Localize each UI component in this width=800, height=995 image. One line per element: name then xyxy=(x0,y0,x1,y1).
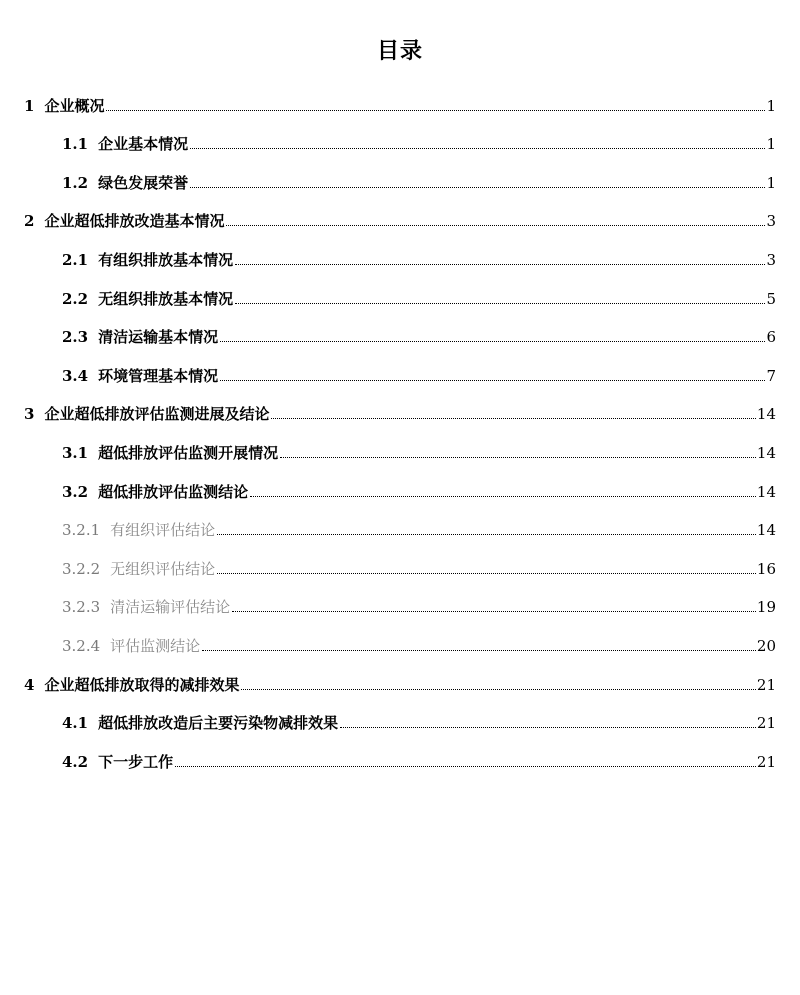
toc-entry-number: 2.3 xyxy=(62,328,89,347)
toc-entry-page: 7 xyxy=(766,366,776,385)
toc-entry[interactable] xyxy=(0,391,800,430)
toc-entry-text: 企业基本情况 xyxy=(98,135,189,154)
toc-entry-page: 3 xyxy=(766,250,776,269)
toc-entry[interactable] xyxy=(0,584,800,623)
toc-entry-number: 4.2 xyxy=(62,752,89,771)
toc-dot-leader xyxy=(220,341,765,342)
toc-entry-page: 6 xyxy=(766,328,776,347)
toc-entry[interactable] xyxy=(0,121,800,160)
toc-entry-text: 环境管理基本情况 xyxy=(98,366,219,385)
toc-entry-page: 1 xyxy=(766,173,776,192)
toc-entry-text: 绿色发展荣誉 xyxy=(98,173,189,192)
toc-entry-page: 5 xyxy=(766,289,776,308)
toc-entry[interactable] xyxy=(0,236,800,275)
toc-entry-text: 无组织排放基本情况 xyxy=(98,289,234,308)
toc-entry-page: 3 xyxy=(766,212,776,231)
toc-dot-leader xyxy=(280,457,756,458)
toc-entry-text: 有组织排放基本情况 xyxy=(98,250,234,269)
table-of-contents xyxy=(0,82,800,777)
toc-entry-page: 19 xyxy=(756,598,776,617)
toc-entry-text: 企业超低排放改造基本情况 xyxy=(44,212,225,231)
toc-entry-number: 4.1 xyxy=(62,714,89,733)
toc-entry[interactable] xyxy=(0,429,800,468)
toc-entry-text: 超低排放改造后主要污染物减排效果 xyxy=(98,714,339,733)
toc-entry-page: 14 xyxy=(756,405,776,424)
toc-entry-number: 4 xyxy=(24,675,35,694)
toc-entry-text: 无组织评估结论 xyxy=(110,559,216,578)
toc-entry-text: 清洁运输基本情况 xyxy=(98,328,219,347)
toc-entry[interactable] xyxy=(0,661,800,700)
toc-entry-text: 下一步工作 xyxy=(98,752,174,771)
toc-entry-number: 3 xyxy=(24,405,35,424)
toc-entry-number: 3.2.2 xyxy=(62,559,101,578)
toc-entry[interactable] xyxy=(0,314,800,353)
toc-entry-text: 超低排放评估监测开展情况 xyxy=(98,443,279,462)
toc-entry[interactable] xyxy=(0,622,800,661)
toc-entry-number: 1.1 xyxy=(62,135,89,154)
toc-dot-leader xyxy=(202,650,756,651)
toc-entry-number: 3.2.1 xyxy=(62,521,101,540)
toc-entry-page: 20 xyxy=(756,636,776,655)
toc-entry[interactable] xyxy=(0,198,800,237)
toc-entry-page: 1 xyxy=(766,135,776,154)
toc-entry-text: 企业概况 xyxy=(44,96,105,115)
toc-entry-number: 3.4 xyxy=(62,366,89,385)
toc-entry-number: 3.2.4 xyxy=(62,636,101,655)
toc-dot-leader xyxy=(340,727,756,728)
toc-entry-text: 清洁运输评估结论 xyxy=(110,598,231,617)
toc-entry[interactable] xyxy=(0,352,800,391)
toc-entry[interactable] xyxy=(0,468,800,507)
toc-entry-number: 2 xyxy=(24,212,35,231)
toc-dot-leader xyxy=(217,534,756,535)
toc-entry-page: 14 xyxy=(756,521,776,540)
toc-entry-page: 21 xyxy=(756,675,776,694)
toc-dot-leader xyxy=(175,766,756,767)
toc-dot-leader xyxy=(235,303,765,304)
toc-entry-number: 3.2.3 xyxy=(62,598,101,617)
toc-entry-text: 评估监测结论 xyxy=(110,636,201,655)
toc-entry-number: 3.1 xyxy=(62,443,89,462)
toc-dot-leader xyxy=(235,264,765,265)
page-title: 目录 xyxy=(376,38,423,64)
toc-dot-leader xyxy=(226,225,765,226)
toc-entry-page: 14 xyxy=(756,443,776,462)
toc-entry-page: 21 xyxy=(756,752,776,771)
toc-entry[interactable] xyxy=(0,507,800,546)
toc-entry[interactable] xyxy=(0,275,800,314)
toc-entry[interactable] xyxy=(0,738,800,777)
toc-entry-page: 16 xyxy=(756,559,776,578)
toc-dot-leader xyxy=(217,573,756,574)
toc-entry-text: 企业超低排放取得的减排效果 xyxy=(44,675,240,694)
toc-entry[interactable] xyxy=(0,545,800,584)
toc-dot-leader xyxy=(190,148,765,149)
toc-entry[interactable] xyxy=(0,159,800,198)
toc-entry-page: 21 xyxy=(756,714,776,733)
toc-dot-leader xyxy=(190,187,765,188)
toc-entry-number: 3.2 xyxy=(62,482,89,501)
toc-entry-number: 2.2 xyxy=(62,289,89,308)
toc-entry-page: 1 xyxy=(766,96,776,115)
toc-entry-text: 有组织评估结论 xyxy=(110,521,216,540)
toc-dot-leader xyxy=(271,418,755,419)
toc-dot-leader xyxy=(220,380,765,381)
toc-entry-page: 14 xyxy=(756,482,776,501)
toc-entry[interactable] xyxy=(0,82,800,121)
toc-entry-number: 1 xyxy=(24,96,35,115)
toc-dot-leader xyxy=(106,110,765,111)
toc-dot-leader xyxy=(250,496,756,497)
toc-entry[interactable] xyxy=(0,700,800,739)
toc-entry-text: 企业超低排放评估监测进展及结论 xyxy=(44,405,270,424)
toc-entry-number: 2.1 xyxy=(62,250,89,269)
toc-entry-number: 1.2 xyxy=(62,173,89,192)
toc-dot-leader xyxy=(241,689,755,690)
toc-entry-text: 超低排放评估监测结论 xyxy=(98,482,249,501)
toc-dot-leader xyxy=(232,611,756,612)
